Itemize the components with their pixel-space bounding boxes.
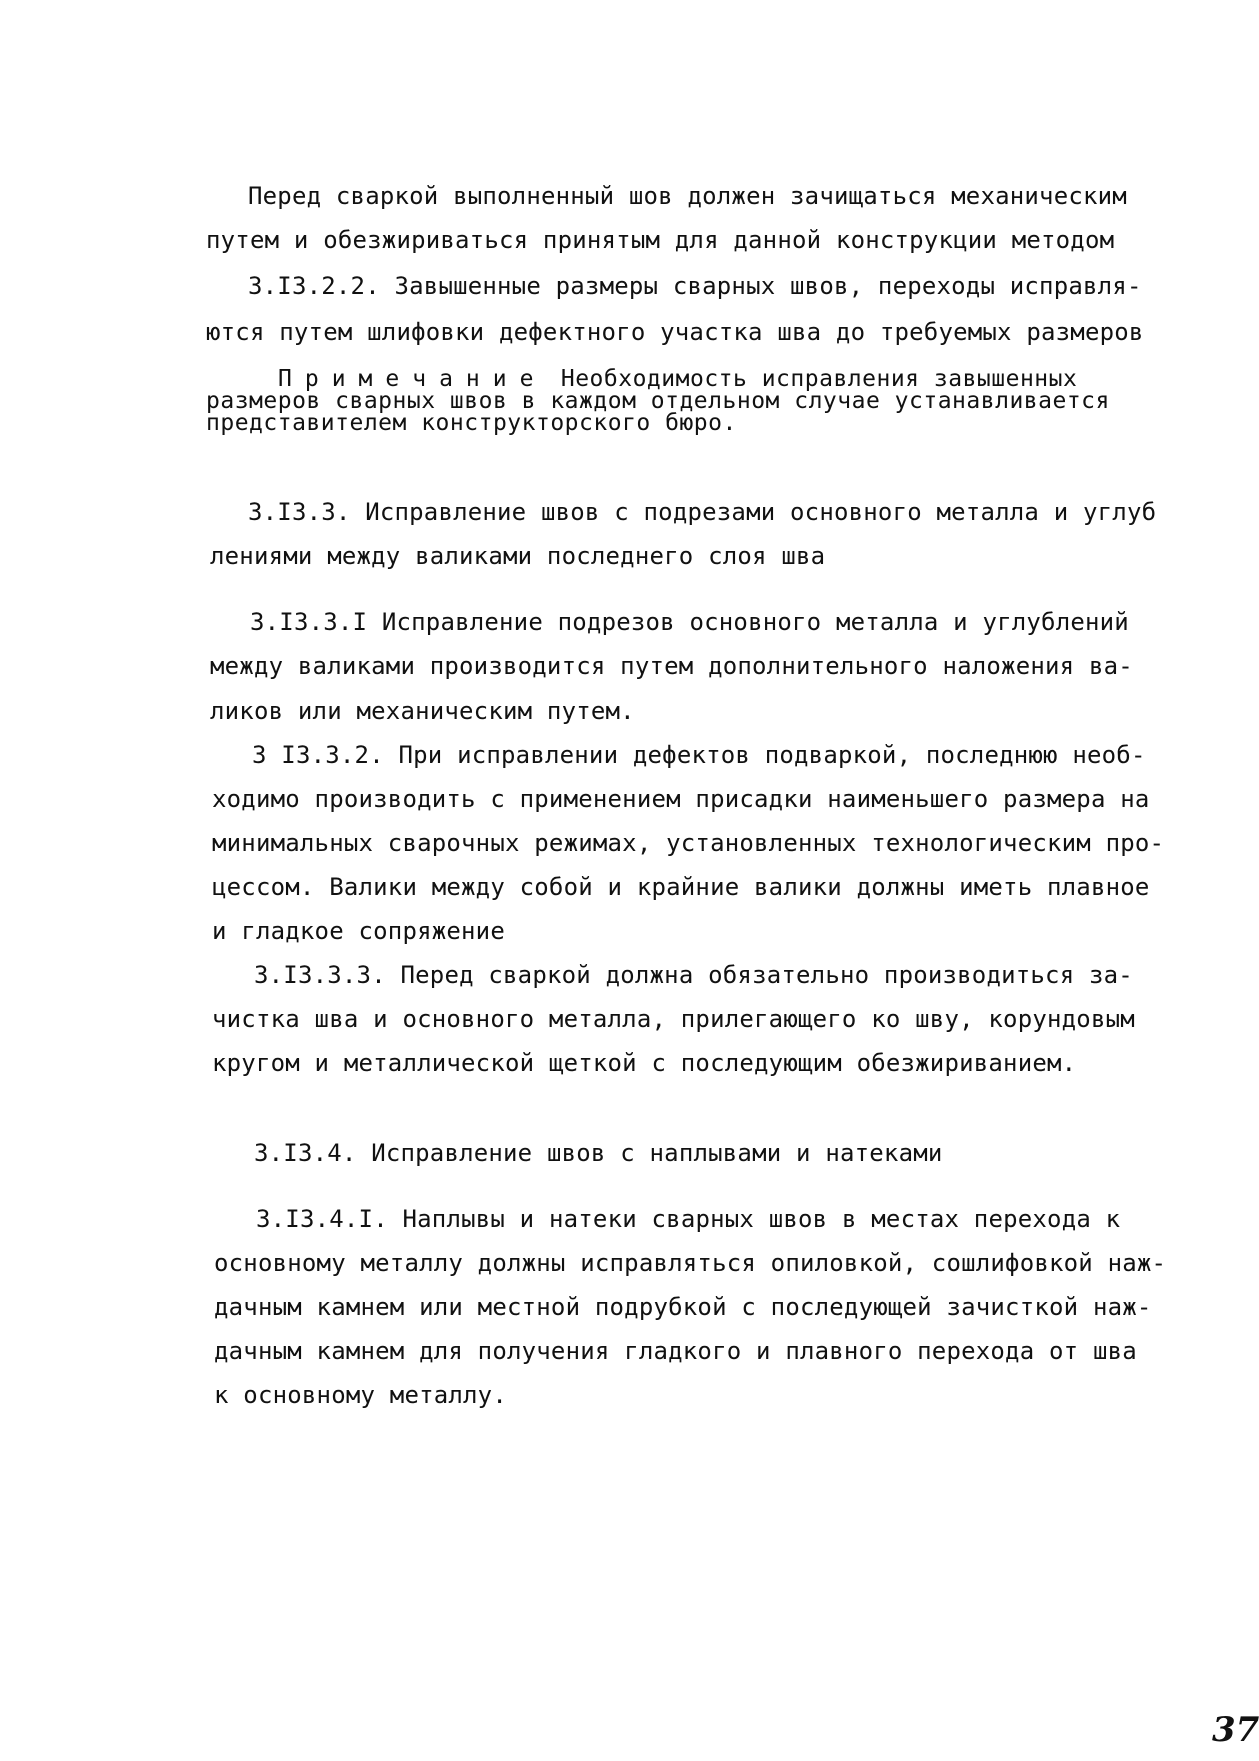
para-3-13-3-3-line2: чистка шва и основного металла, прилегающего ко шву, корундовым: [212, 1005, 1135, 1033]
para-3-13-3-3-line3: кругом и металлической щеткой с последующим обезжириванием.: [212, 1049, 1077, 1077]
para-3-13-4-1-line1: 3.I3.4.I. Наплывы и натеки сварных швов в местах перехода к: [256, 1205, 1121, 1233]
para-3-13-3-2-line5: и гладкое сопряжение: [212, 917, 505, 945]
note-text: Необходимость исправления завышенных: [560, 366, 1078, 392]
para1-line1: Перед сваркой выполненный шов должен зачищаться механическим: [248, 182, 1127, 210]
para-3-13-3-2-line3: минимальных сварочных режимах, установленных технологическим про-: [212, 829, 1165, 857]
page-number: 37: [1212, 1710, 1259, 1750]
note-line3: представителем конструкторского бюро.: [206, 410, 737, 436]
para2-line1: 3.I3.2.2. Завышенные размеры сварных швов, переходы исправля-: [248, 272, 1142, 300]
para1-line2: путем и обезжириваться принятым для данной конструкции методом: [206, 226, 1115, 254]
note-line2: размеров сварных швов в каждом отдельном случае устанавливается: [206, 388, 1110, 414]
para-3-13-3-1-line2: между валиками производится путем дополнительного наложения ва-: [210, 652, 1133, 680]
section-3-13-4-line1: 3.I3.4. Исправление швов с наплывами и натеками: [254, 1139, 943, 1167]
para-3-13-3-2-line1: 3 I3.3.2. При исправлении дефектов подваркой, последнюю необ-: [252, 741, 1146, 769]
para-3-13-3-3-line1: 3.I3.3.3. Перед сваркой должна обязательно производиться за-: [254, 961, 1133, 989]
para-3-13-4-1-line3: дачным камнем или местной подрубкой с последующей зачисткой наж-: [214, 1293, 1152, 1321]
para-3-13-3-1-line3: ликов или механическим путем.: [210, 697, 635, 725]
section-3-13-3-line2: лениями между валиками последнего слоя шва: [210, 542, 826, 570]
para2-line2: ются путем шлифовки дефектного участка шва до требуемых размеров: [206, 318, 1144, 346]
section-3-13-3-line1: 3.I3.3. Исправление швов с подрезами основного металла и углуб: [248, 498, 1157, 526]
para-3-13-3-2-line4: цессом. Валики между собой и крайние валики должны иметь плавное: [212, 873, 1150, 901]
para-3-13-4-1-line2: основному металлу должны исправляться опиловкой, сошлифовкой наж-: [214, 1249, 1167, 1277]
para-3-13-3-1-line1: 3.I3.3.I Исправление подрезов основного металла и углублений: [250, 608, 1129, 636]
para-3-13-3-2-line2: ходимо производить с применением присадки наименьшего размера на: [212, 785, 1150, 813]
note-label: Примечание: [278, 366, 547, 392]
para-3-13-4-1-line4: дачным камнем для получения гладкого и плавного перехода от шва: [214, 1337, 1137, 1365]
para-3-13-4-1-line5: к основному металлу.: [214, 1381, 507, 1409]
